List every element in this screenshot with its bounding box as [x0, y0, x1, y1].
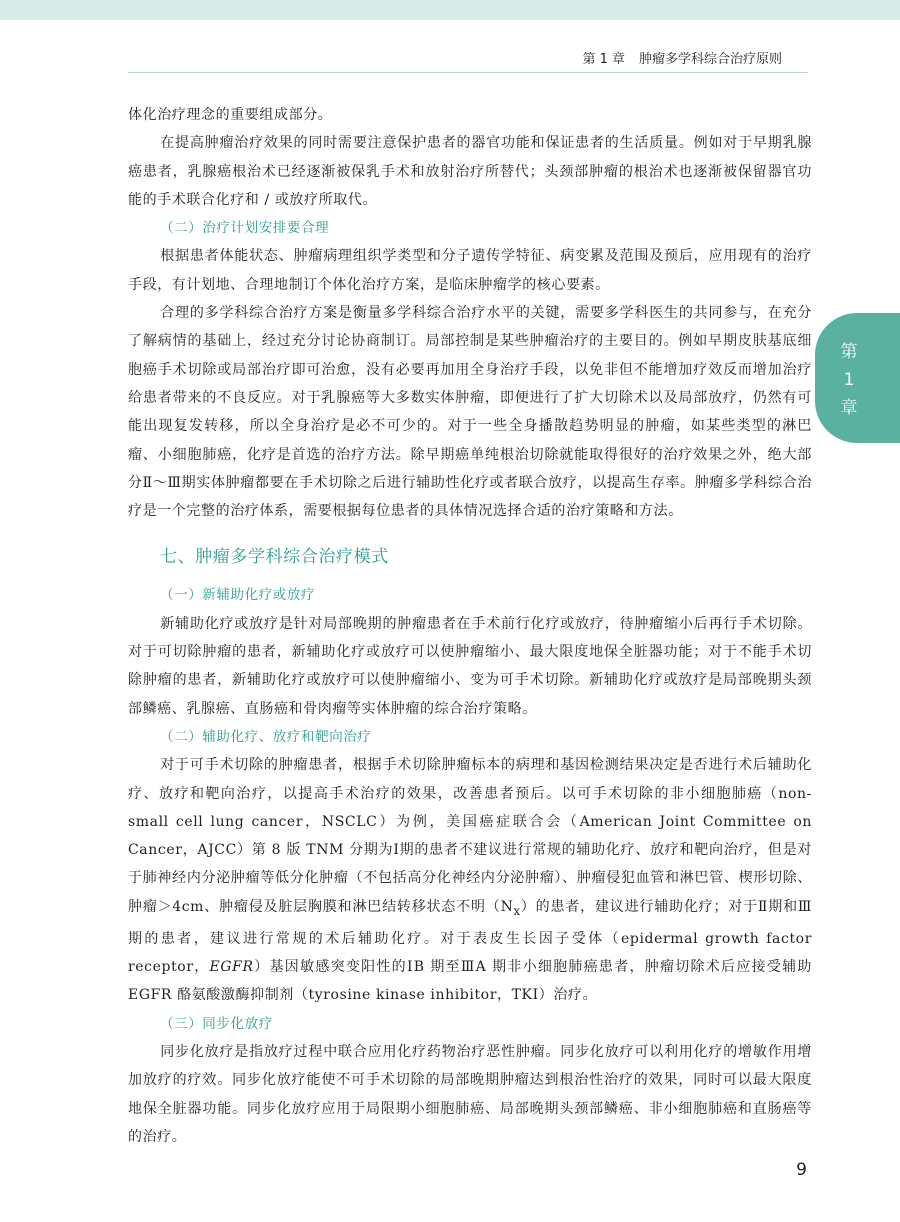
paragraph-individualized-plan: 根据患者体能状态、肿瘤病理组织学类型和分子遗传学特征、病变累及范围及预后，应用现有的治疗手段，有计划地、合理地制订个体化治疗方案，是临床肿瘤学的核心要素。 — [128, 248, 812, 293]
n-x-subscript: x — [513, 903, 521, 918]
adjuvant-text-part-1: 对于可手术切除的肿瘤患者，根据手术切除肿瘤标本的病理和基因检测结果决定是否进行术后辅助化疗、放疗和靶向治疗，以提高手术治疗的效果，改善患者预后。以可手术切除的非小细胞肺癌（non-small cell lung cancer，NSCLC）为例，美国癌症联合会（American Joint Committee on Cancer，AJCC）第 8 版 TNM 分期为Ⅰ期的患者不建议进行常规的辅助化疗、放疗和靶向治疗，但是对于肺神经内分泌肿瘤等低分化肿瘤（不包括高分化神经内分泌肿瘤）、肿瘤侵犯血管和淋巴管、楔形切除、肿瘤＞4cm、肿瘤侵及脏层胸膜和淋巴结转移状态不明（N — [128, 757, 812, 915]
section-title-mdt-modes: 七、肿瘤多学科综合治疗模式 — [160, 547, 389, 568]
top-color-band — [0, 0, 900, 20]
header-rule — [128, 72, 808, 73]
page-number: 9 — [796, 1160, 807, 1180]
egfr-italic: EGFR — [209, 959, 254, 976]
paragraph-adjuvant — [128, 751, 812, 1009]
running-header — [582, 48, 782, 67]
tab-line-2: 1 — [843, 370, 855, 390]
adjuvant-text-part-3: ）基因敏感突变阳性的ⅠB 期至ⅢA 期非小细胞肺癌患者，肿瘤切除术后应接受辅助 EGFR 酪氨酸激酶抑制剂（tyrosine kinase inhibitor，TKI）治疗。 — [128, 959, 812, 1004]
paragraph-organ-preservation: 在提高肿瘤治疗效果的同时需要注意保护患者的器官功能和保证患者的生活质量。例如对于早期乳腺癌患者，乳腺癌根治术已经逐渐被保乳手术和放射治疗所替代；头颈部肿瘤的根治术也逐渐被保留器官功能的手术联合化疗和 / 或放疗所取代。 — [128, 135, 812, 208]
tab-line-3: 章 — [840, 398, 858, 418]
page-body — [128, 101, 812, 1151]
paragraph-continuation: 体化治疗理念的重要组成部分。 — [128, 107, 333, 123]
subheading-adjuvant: （二）辅助化疗、放疗和靶向治疗 — [160, 728, 372, 745]
header-chapter-title: 肿瘤多学科综合治疗原则 — [638, 52, 782, 67]
tab-line-1: 第 — [840, 342, 858, 362]
subheading-neoadjuvant: （一）新辅助化疗或放疗 — [160, 587, 316, 604]
paragraph-mdt-plan: 合理的多学科综合治疗方案是衡量多学科综合治疗水平的关键，需要多学科医生的共同参与，在充分了解病情的基础上，经过充分讨论协商制订。局部控制是某些肿瘤治疗的主要目的。例如早期皮肤基底细胞癌手术切除或局部治疗即可治愈，没有必要再加用全身治疗手段，以免非但不能增加疗效反而增加治疗给患者带来的不良反应。对于乳腺癌等大多数实体肿瘤，即便进行了扩大切除术以及局部放疗，仍然有可能出现复发转移，所以全身治疗是必不可少的。对于一些全身播散趋势明显的肿瘤，如某些类型的淋巴瘤、小细胞肺癌，化疗是首选的治疗方法。除早期癌单纯根治切除就能取得很好的治疗效果之外，绝大部分Ⅱ～Ⅲ期实体肿瘤都要在手术切除之后进行辅助性化疗或者联合放疗，以提高生存率。肿瘤多学科综合治疗是一个完整的治疗体系，需要根据每位患者的具体情况选择合适的治疗策略和方法。 — [128, 305, 812, 520]
chapter-side-tab-label — [832, 338, 866, 422]
header-chapter-label: 第 1 章 — [582, 52, 625, 67]
paragraph-concurrent: 同步化放疗是指放疗过程中联合应用化疗药物治疗恶性肿瘤。同步化放疗可以利用化疗的增敏作用增加放疗的疗效。同步化放疗能使不可手术切除的局部晚期肿瘤达到根治性治疗的效果，同时可以最大限度地保全脏器功能。同步化放疗应用于局限期小细胞肺癌、局部晚期头颈部鳞癌、非小细胞肺癌和直肠癌等的治疗。 — [128, 1044, 812, 1145]
subheading-treatment-plan: （二）治疗计划安排要合理 — [160, 220, 330, 237]
paragraph-neoadjuvant: 新辅助化疗或放疗是针对局部晚期的肿瘤患者在手术前行化疗或放疗，待肿瘤缩小后再行手术切除。对于可切除肿瘤的患者，新辅助化疗或放疗可以使肿瘤缩小、最大限度地保全脏器功能；对于不能手术切除肿瘤的患者，新辅助化疗或放疗可以使肿瘤缩小、变为可手术切除。新辅助化疗或放疗是局部晚期头颈部鳞癌、乳腺癌、直肠癌和骨肉瘤等实体肿瘤的综合治疗策略。 — [128, 615, 812, 717]
subheading-concurrent: （三）同步化放疗 — [160, 1015, 273, 1032]
adjuvant-text-part-2: ）的患者，建议进行辅助化疗；对于Ⅱ期和Ⅲ期的患者，建议进行常规的术后辅助化疗。对于表皮生长因子受体（epidermal growth factor receptor， — [128, 898, 812, 976]
